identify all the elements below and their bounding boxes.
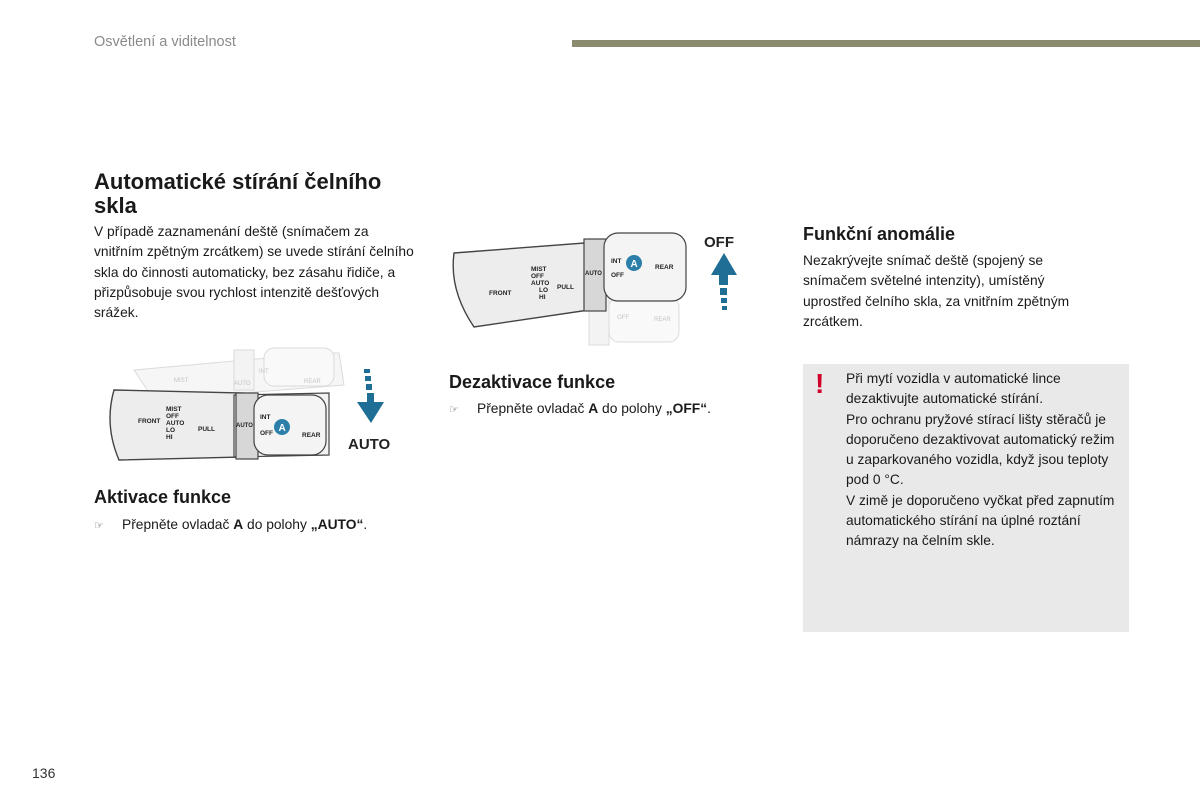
mist-label: MIST (166, 406, 182, 413)
page-number: 136 (32, 765, 56, 781)
bullet-arrow-icon: ☞ (94, 520, 104, 532)
anomaly-heading: Funkční anomálie (803, 224, 956, 244)
warning-text-3: V zimě je doporučeno vyčkat před zapnutím automatického stírání na úplné roztání námrazy na čelním skle. (846, 492, 1115, 549)
stalk-illustration-off (449, 225, 749, 350)
warning-box (803, 364, 1129, 632)
activation-text-prefix: Přepněte ovladač (122, 517, 234, 532)
stalk-illustration-auto (94, 345, 404, 470)
off-arrow-label: OFF (704, 234, 734, 251)
badge-a-label: A (278, 423, 286, 434)
warning-text-1: Při mytí vozidla v automatické lince dezaktivujte automatické stírání. (846, 371, 1061, 407)
warning-text-block (846, 369, 1118, 552)
hi-label: HI (539, 294, 546, 301)
section-title: Osvětlení a viditelnost (94, 34, 236, 50)
page-title (94, 170, 424, 218)
deactivation-value: „OFF“ (665, 401, 708, 416)
off-ring-label: OFF (611, 272, 624, 279)
faded-rear-label: REAR (654, 317, 671, 323)
deactivation-text (477, 399, 711, 420)
warning-exclamation-icon: ! (815, 368, 825, 399)
pull-label: PULL (198, 426, 215, 433)
front-label: FRONT (489, 290, 512, 297)
hi-label: HI (166, 434, 173, 441)
activation-text-mid: do polohy (243, 517, 311, 532)
lo-label: LO (539, 287, 549, 294)
int-label: INT (260, 414, 271, 421)
deactivation-letter: A (588, 401, 599, 416)
header-rule (572, 40, 1200, 47)
faded-off-label: OFF (617, 315, 629, 321)
deactivation-text-prefix: Přepněte ovladač (477, 401, 589, 416)
faded-rear-label: REAR (304, 379, 321, 385)
main-title-block (94, 170, 424, 218)
off-label: OFF (531, 273, 544, 280)
auto-label: AUTO (531, 280, 550, 287)
arrow-down-icon (357, 369, 384, 423)
stalk-tip-shape (254, 395, 326, 455)
activation-text (122, 515, 367, 536)
faded-auto-label: AUTO (234, 381, 251, 387)
deactivation-suffix: . (707, 401, 711, 416)
ring-auto-label: AUTO (236, 423, 253, 429)
off-label: OFF (166, 413, 179, 420)
deactivation-heading: Dezaktivace funkce (449, 372, 616, 392)
stalk-tip-shape (604, 233, 686, 301)
activation-suffix: . (363, 517, 368, 532)
anomaly-paragraph: Nezakrývejte snímač deště (spojený se snímačem světelné intenzity), umístěný uprostřed čelního skla, za vnitřním zpětným zrcátkem. (803, 253, 1070, 329)
warning-text-2: Pro ochranu pryžové stírací lišty stěračů je doporučeno dezaktivovat automatický režim u zaparkovaného vozidla, když jsou teploty pod 0 °C. (846, 411, 1115, 488)
activation-value: „AUTO“ (310, 517, 364, 532)
arrow-up-icon (711, 253, 737, 310)
deactivation-bullet (449, 399, 779, 420)
activation-letter: A (233, 517, 244, 532)
faded-mist-label: MIST (174, 378, 189, 384)
rear-label: REAR (302, 432, 321, 439)
int-label: INT (611, 258, 622, 265)
front-label: FRONT (138, 418, 161, 425)
auto-label: AUTO (166, 420, 185, 427)
badge-a-label: A (630, 259, 638, 270)
mist-label: MIST (531, 266, 547, 273)
activation-bullet (94, 515, 424, 536)
off-ring-label: OFF (260, 430, 273, 437)
auto-arrow-label: AUTO (348, 436, 391, 453)
faded-int-label: INT (259, 369, 269, 375)
pull-label: PULL (557, 284, 574, 291)
rear-label: REAR (655, 264, 674, 271)
activation-heading: Aktivace funkce (94, 487, 232, 507)
page-title-line1: Automatické stírání čelního (94, 169, 382, 194)
intro-paragraph: V případě zaznamenání deště (snímačem za vnitřním zpětným zrcátkem) se uvede stírání čelního skla do činnosti automaticky, bez zásahu řidiče, a přizpůsobuje svou rychlost intenzitě dešťových srážek. (94, 224, 414, 321)
lo-label: LO (166, 427, 176, 434)
deactivation-text-mid: do polohy (598, 401, 666, 416)
page-title-line2: skla (94, 193, 137, 218)
ring-auto-label: AUTO (585, 271, 602, 277)
bullet-arrow-icon: ☞ (449, 404, 459, 416)
